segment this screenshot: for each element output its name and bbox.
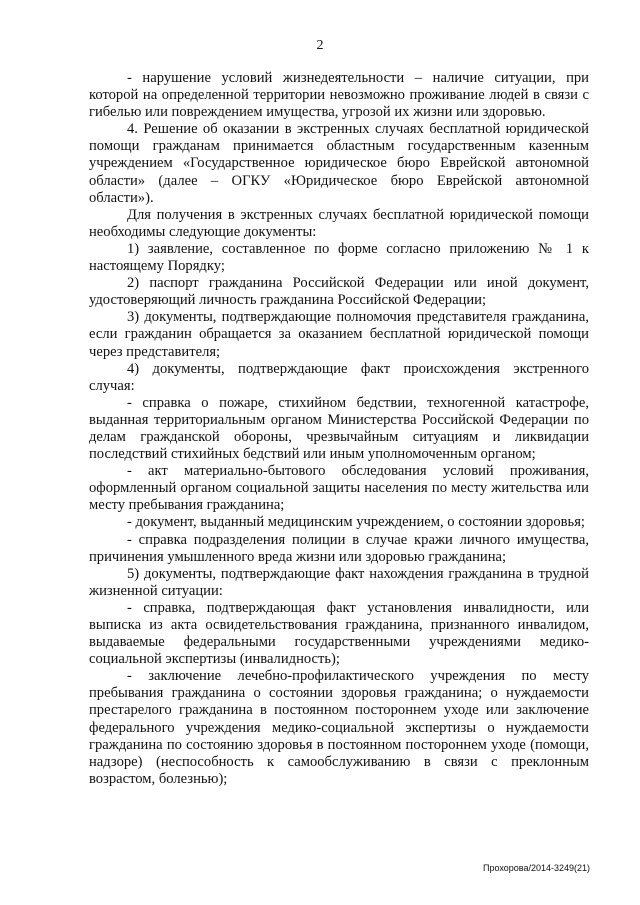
- paragraph-life-conditions: - нарушение условий жизнедеятельности – наличие ситуации, при которой на определенной территории невозможно проживание людей в связи с гибелью или повреждением имущества, угрозой их жизни или здоровью.: [89, 70, 589, 121]
- list-item-emergency-proof: 4) документы, подтверждающие факт происхождения экстренного случая:: [89, 360, 589, 394]
- sub-item-medical-document: - документ, выданный медицинским учреждением, о состоянии здоровья;: [127, 514, 585, 531]
- list-item-application: 1) заявление, составленное по форме согласно приложению № 1 к настоящему Порядку;: [89, 240, 589, 275]
- paragraph-decision: 4. Решение об оказании в экстренных случаях бесплатной юридической помощи гражданам принимается областным государственным казенным учреждением «Государственное юридическое бюро Еврейской автономной области» (далее – ОГКУ «Юридическое бюро Еврейской автономной области»).: [89, 121, 589, 206]
- sub-item-disability-certificate: - справка, подтверждающая факт установления инвалидности, или выписка из акта освидетельствования гражданина, признанного инвалидом, выдаваемые федеральными государственными учреждениями медико-социальной экспертизы (инвалидность);: [89, 599, 589, 668]
- list-item-representative: 3) документы, подтверждающие полномочия представителя гражданина, если гражданин обращается за оказанием бесплатной юридической помощи через представителя;: [89, 309, 589, 360]
- page-number: 2: [316, 38, 324, 53]
- footer-document-code: Прохорова/2014-3249(21): [482, 863, 590, 873]
- sub-item-police-certificate: - справка подразделения полиции в случае кражи личного имущества, причинения умышленного вреда жизни или здоровью гражданина;: [89, 531, 589, 565]
- sub-item-medical-conclusion: - заключение лечебно-профилактического учреждения по месту пребывания гражданина о состоянии здоровья гражданина; о нуждаемости престарелого гражданина в постоянном постороннем уходе или заключение федерального учреждения медико-социальной экспертизы о нуждаемости гражданина по состоянию здоровья в постоянном постороннем уходе (помощи, надзоре) (неспособность к самообслуживанию в связи с преклонным возрастом, болезнью);: [89, 668, 589, 787]
- list-item-passport: 2) паспорт гражданина Российской Федерации или иной документ, удостоверяющий личность гражданина Российской Федерации;: [89, 275, 589, 309]
- sub-item-fire-certificate: - справка о пожаре, стихийном бедствии, техногенной катастрофе, выданная территориальным органом Министерства Российской Федерации по делам гражданской обороны, чрезвычайным ситуациям и ликвидации последствий стихийных бедствий или иным уполномоченным органом;: [89, 394, 589, 463]
- list-item-hardship-proof: 5) документы, подтверждающие факт нахождения гражданина в трудной жизненной ситуации:: [89, 565, 589, 599]
- document-body: [89, 70, 589, 788]
- paragraph-documents-intro: Для получения в экстренных случаях бесплатной юридической помощи необходимы следующие документы:: [89, 206, 589, 240]
- sub-item-inspection-act: - акт материально-бытового обследования условий проживания, оформленный органом социальной защиты населения по месту жительства или месту пребывания гражданина;: [89, 463, 589, 514]
